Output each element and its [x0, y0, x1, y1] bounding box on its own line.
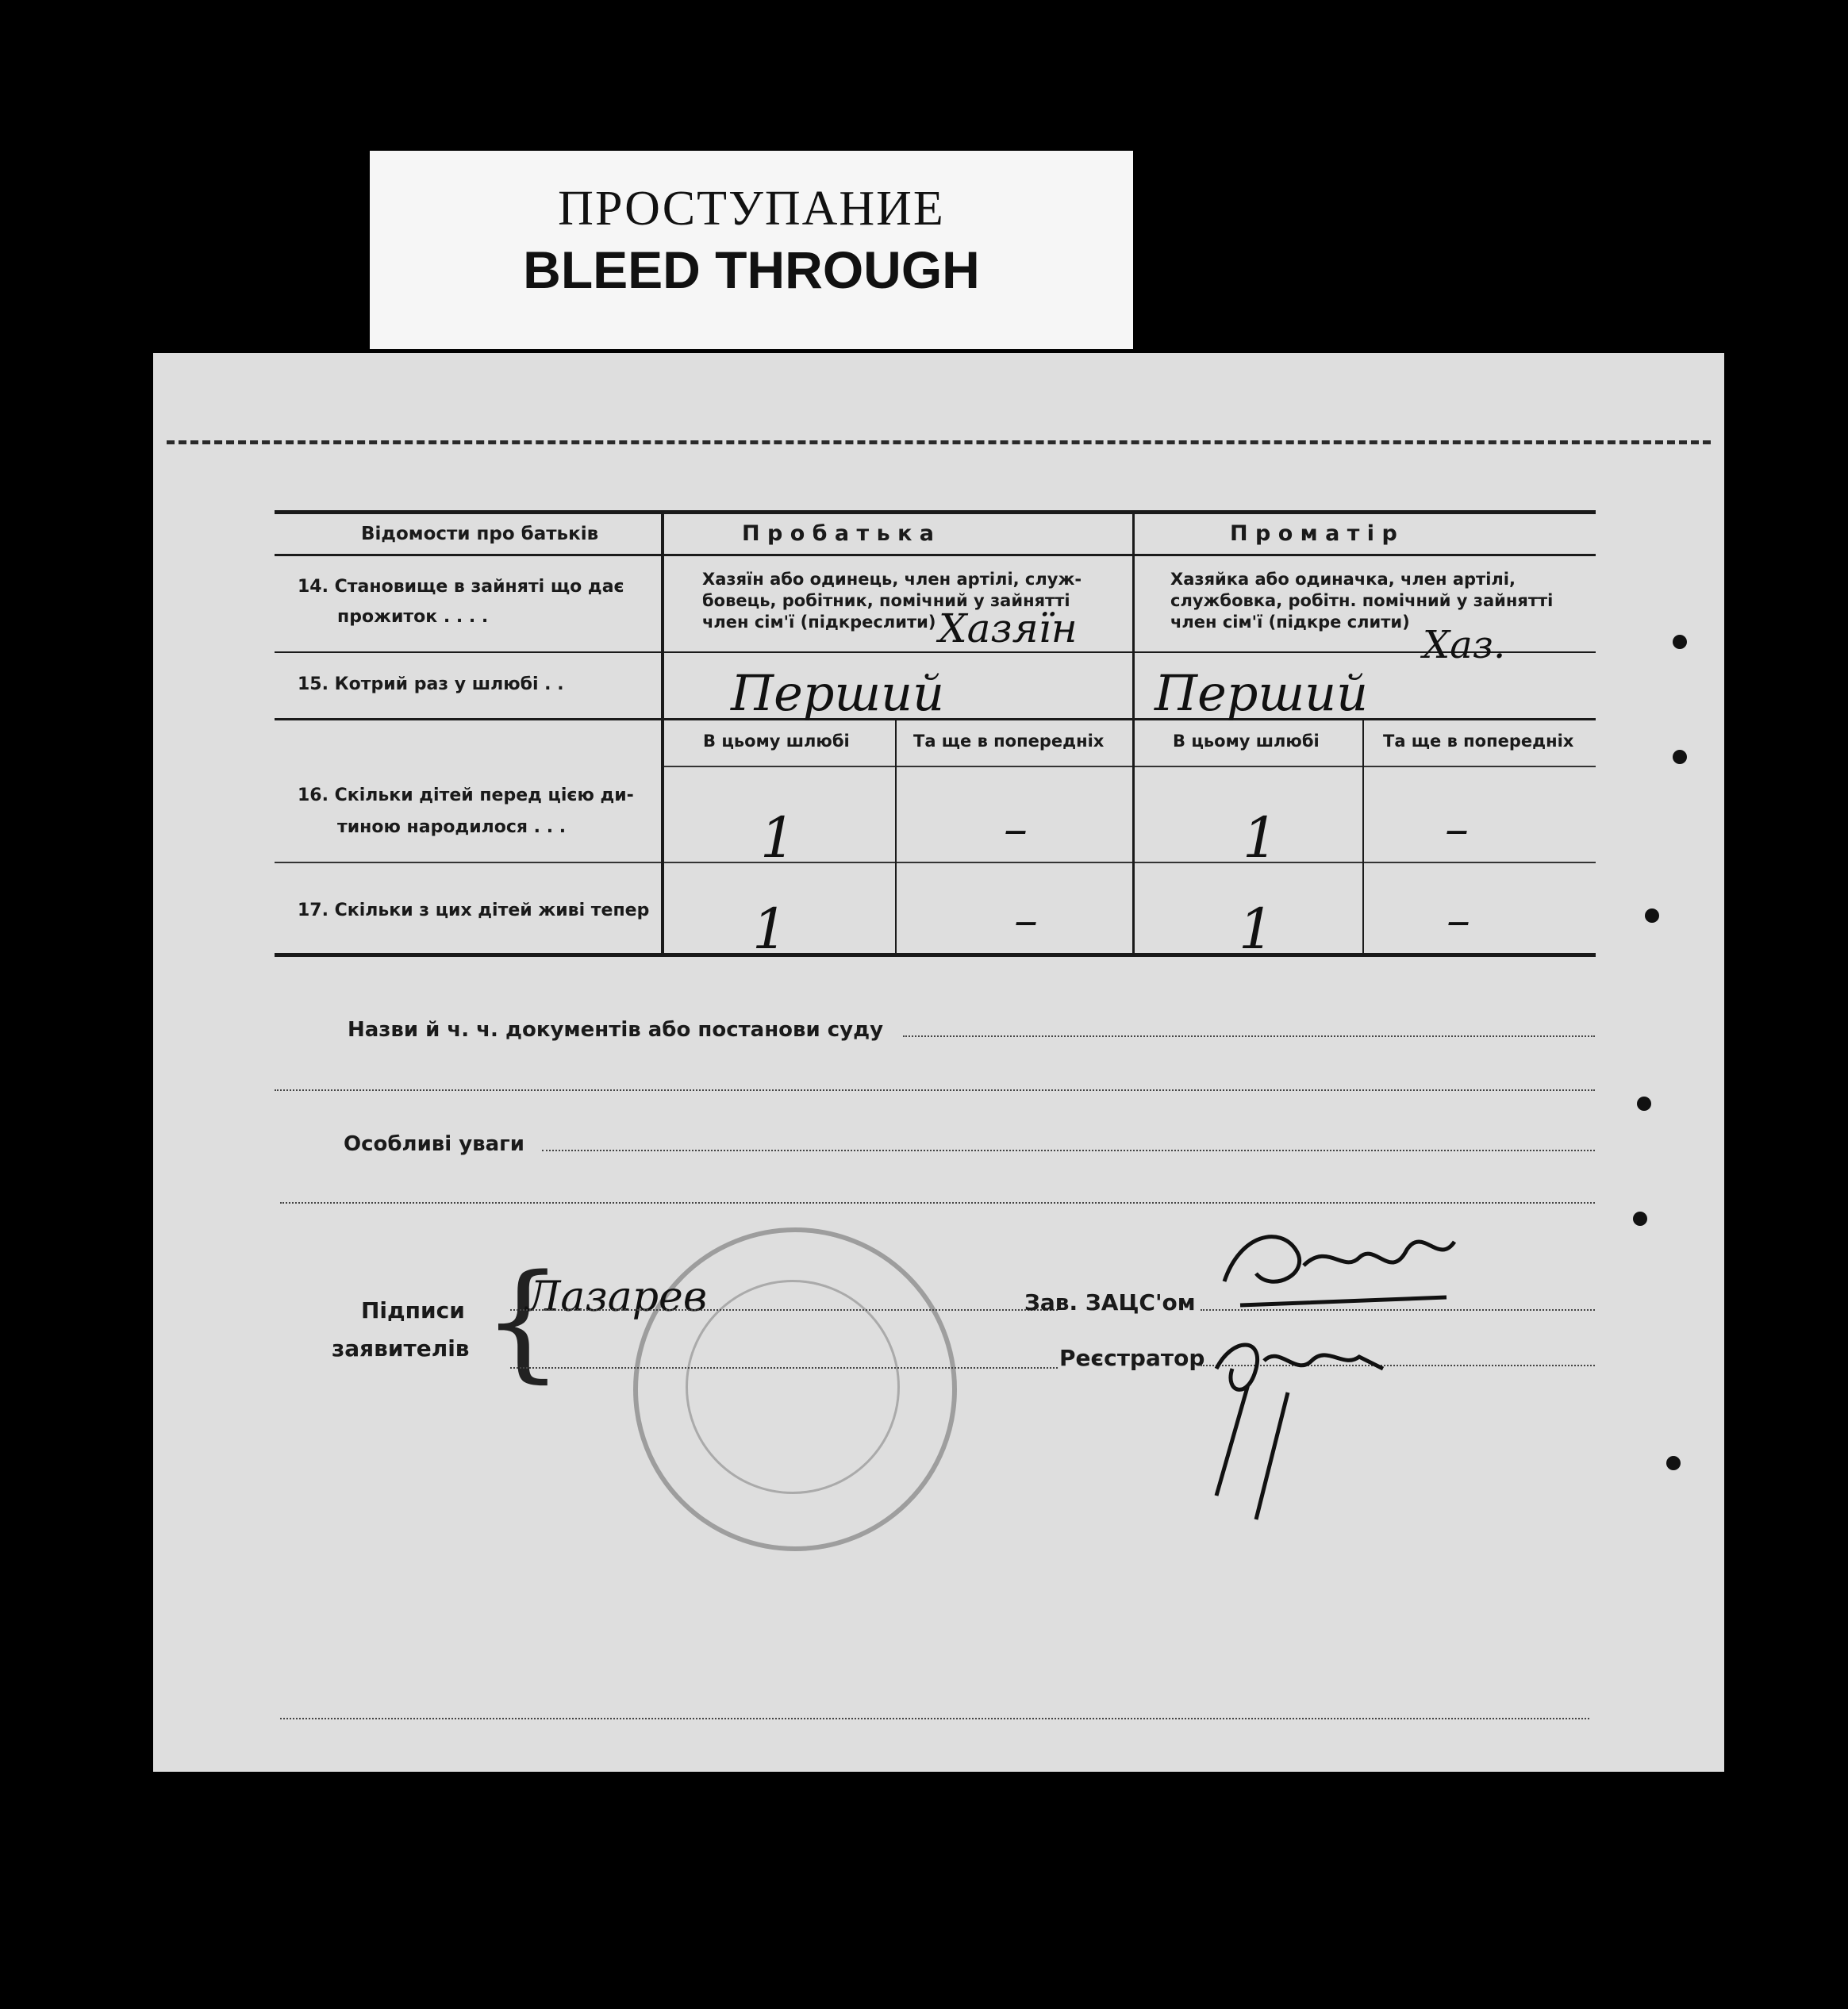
row14-father-options-3: член сім'ї (підкреслити) — [702, 613, 936, 632]
mother-previous-header: Та ще в попередніх — [1383, 732, 1574, 751]
row16-left-rule — [275, 862, 663, 863]
row15-label: 15. Котрий раз у шлюбі . . — [298, 674, 564, 694]
documents-line — [903, 1035, 1595, 1037]
row14-label: 14. Становище в зайняті що дає — [298, 577, 624, 597]
f16-prev: – — [1004, 801, 1028, 857]
m16-this: 1 — [1243, 805, 1278, 870]
f16-this: 1 — [760, 805, 796, 870]
remarks-line — [542, 1150, 1595, 1151]
registrar-signature — [1201, 1321, 1407, 1527]
father-this-marriage-header: В цьому шлюбі — [703, 732, 850, 751]
registrar-label: Реєстратор — [1059, 1345, 1205, 1371]
perforation-line — [167, 440, 1711, 444]
head-zags-label: Зав. ЗАЦС'ом — [1024, 1289, 1196, 1316]
brace-symbol: { — [482, 1247, 563, 1395]
f17-this: 1 — [752, 897, 788, 962]
row14-mother-options-2: службовка, робітн. помічний у зайнятті — [1170, 591, 1554, 610]
table-header-rule — [275, 554, 1596, 556]
table-top-rule — [275, 510, 1596, 514]
bleed-through-label — [370, 151, 1133, 349]
row14-label-cont: прожиток . . . . — [337, 607, 489, 627]
row14-mother-options: Хазяйка або одиначка, член артілі, — [1170, 570, 1516, 589]
applicant-signature-line-2 — [510, 1367, 1058, 1369]
row16-label-cont: тиною народилося . . . — [337, 817, 567, 837]
father-previous-header: Та ще в попередніх — [913, 732, 1105, 751]
signatures-label-cont: заявителів — [332, 1335, 470, 1362]
col-divider-father — [895, 720, 897, 956]
header-mother: П р о м а т і р — [1230, 521, 1397, 546]
mother-this-marriage-header: В цьому шлюбі — [1173, 732, 1320, 751]
father-occupation-handwritten: Хазяїн — [939, 605, 1078, 651]
label-english: BLEED THROUGH — [523, 240, 980, 299]
table-bottom-rule — [275, 953, 1596, 957]
binding-hole — [1637, 1097, 1651, 1111]
remarks-label: Особливі уваги — [344, 1132, 524, 1156]
m16-prev: – — [1445, 801, 1469, 857]
signatures-label: Підписи — [361, 1297, 465, 1323]
f17-prev: – — [1014, 893, 1038, 948]
binding-hole — [1673, 635, 1687, 649]
head-signature — [1208, 1218, 1470, 1321]
binding-hole — [1673, 750, 1687, 764]
m17-this: 1 — [1239, 897, 1274, 962]
col-divider-mother — [1362, 720, 1364, 956]
row14-mother-options-3: член сім'ї (підкре слити) — [1170, 613, 1410, 632]
header-parents-info: Відомости про батьків — [361, 524, 599, 544]
mother-occupation-handwritten: Хаз. — [1423, 623, 1506, 667]
document-page — [153, 353, 1724, 1772]
col-divider-2 — [1132, 512, 1135, 956]
row16-rule — [663, 862, 1596, 863]
applicant-signature: Лазарев — [526, 1273, 708, 1321]
row16-label: 16. Скільки дітей перед цією ди- — [298, 786, 634, 805]
footer-rule — [280, 1718, 1589, 1719]
applicant-signature-line — [510, 1309, 1058, 1311]
m17-prev: – — [1447, 893, 1470, 948]
binding-hole — [1645, 908, 1659, 923]
row17-label: 17. Скільки з цих дітей живі тепер — [298, 901, 650, 920]
row14-rule — [275, 651, 1596, 653]
row14-father-options: Хазяїн або одинець, член артілі, служ- — [702, 570, 1082, 589]
subheader-rule — [663, 766, 1596, 767]
binding-hole — [1633, 1212, 1647, 1226]
header-father: П р о б а т ь к а — [742, 521, 935, 546]
mother-marriage-handwritten: Перший — [1155, 664, 1369, 722]
label-russian: ПРОСТУПАНИЕ — [558, 182, 945, 236]
row14-father-options-2: бовець, робітник, помічний у зайнятті — [702, 591, 1070, 610]
documents-line-2 — [275, 1089, 1595, 1091]
father-marriage-handwritten: Перший — [731, 664, 945, 722]
binding-hole — [1666, 1456, 1681, 1470]
col-divider-1 — [661, 512, 664, 956]
remarks-line-2 — [280, 1202, 1595, 1204]
documents-label: Назви й ч. ч. документів або постанови суду — [348, 1018, 884, 1042]
